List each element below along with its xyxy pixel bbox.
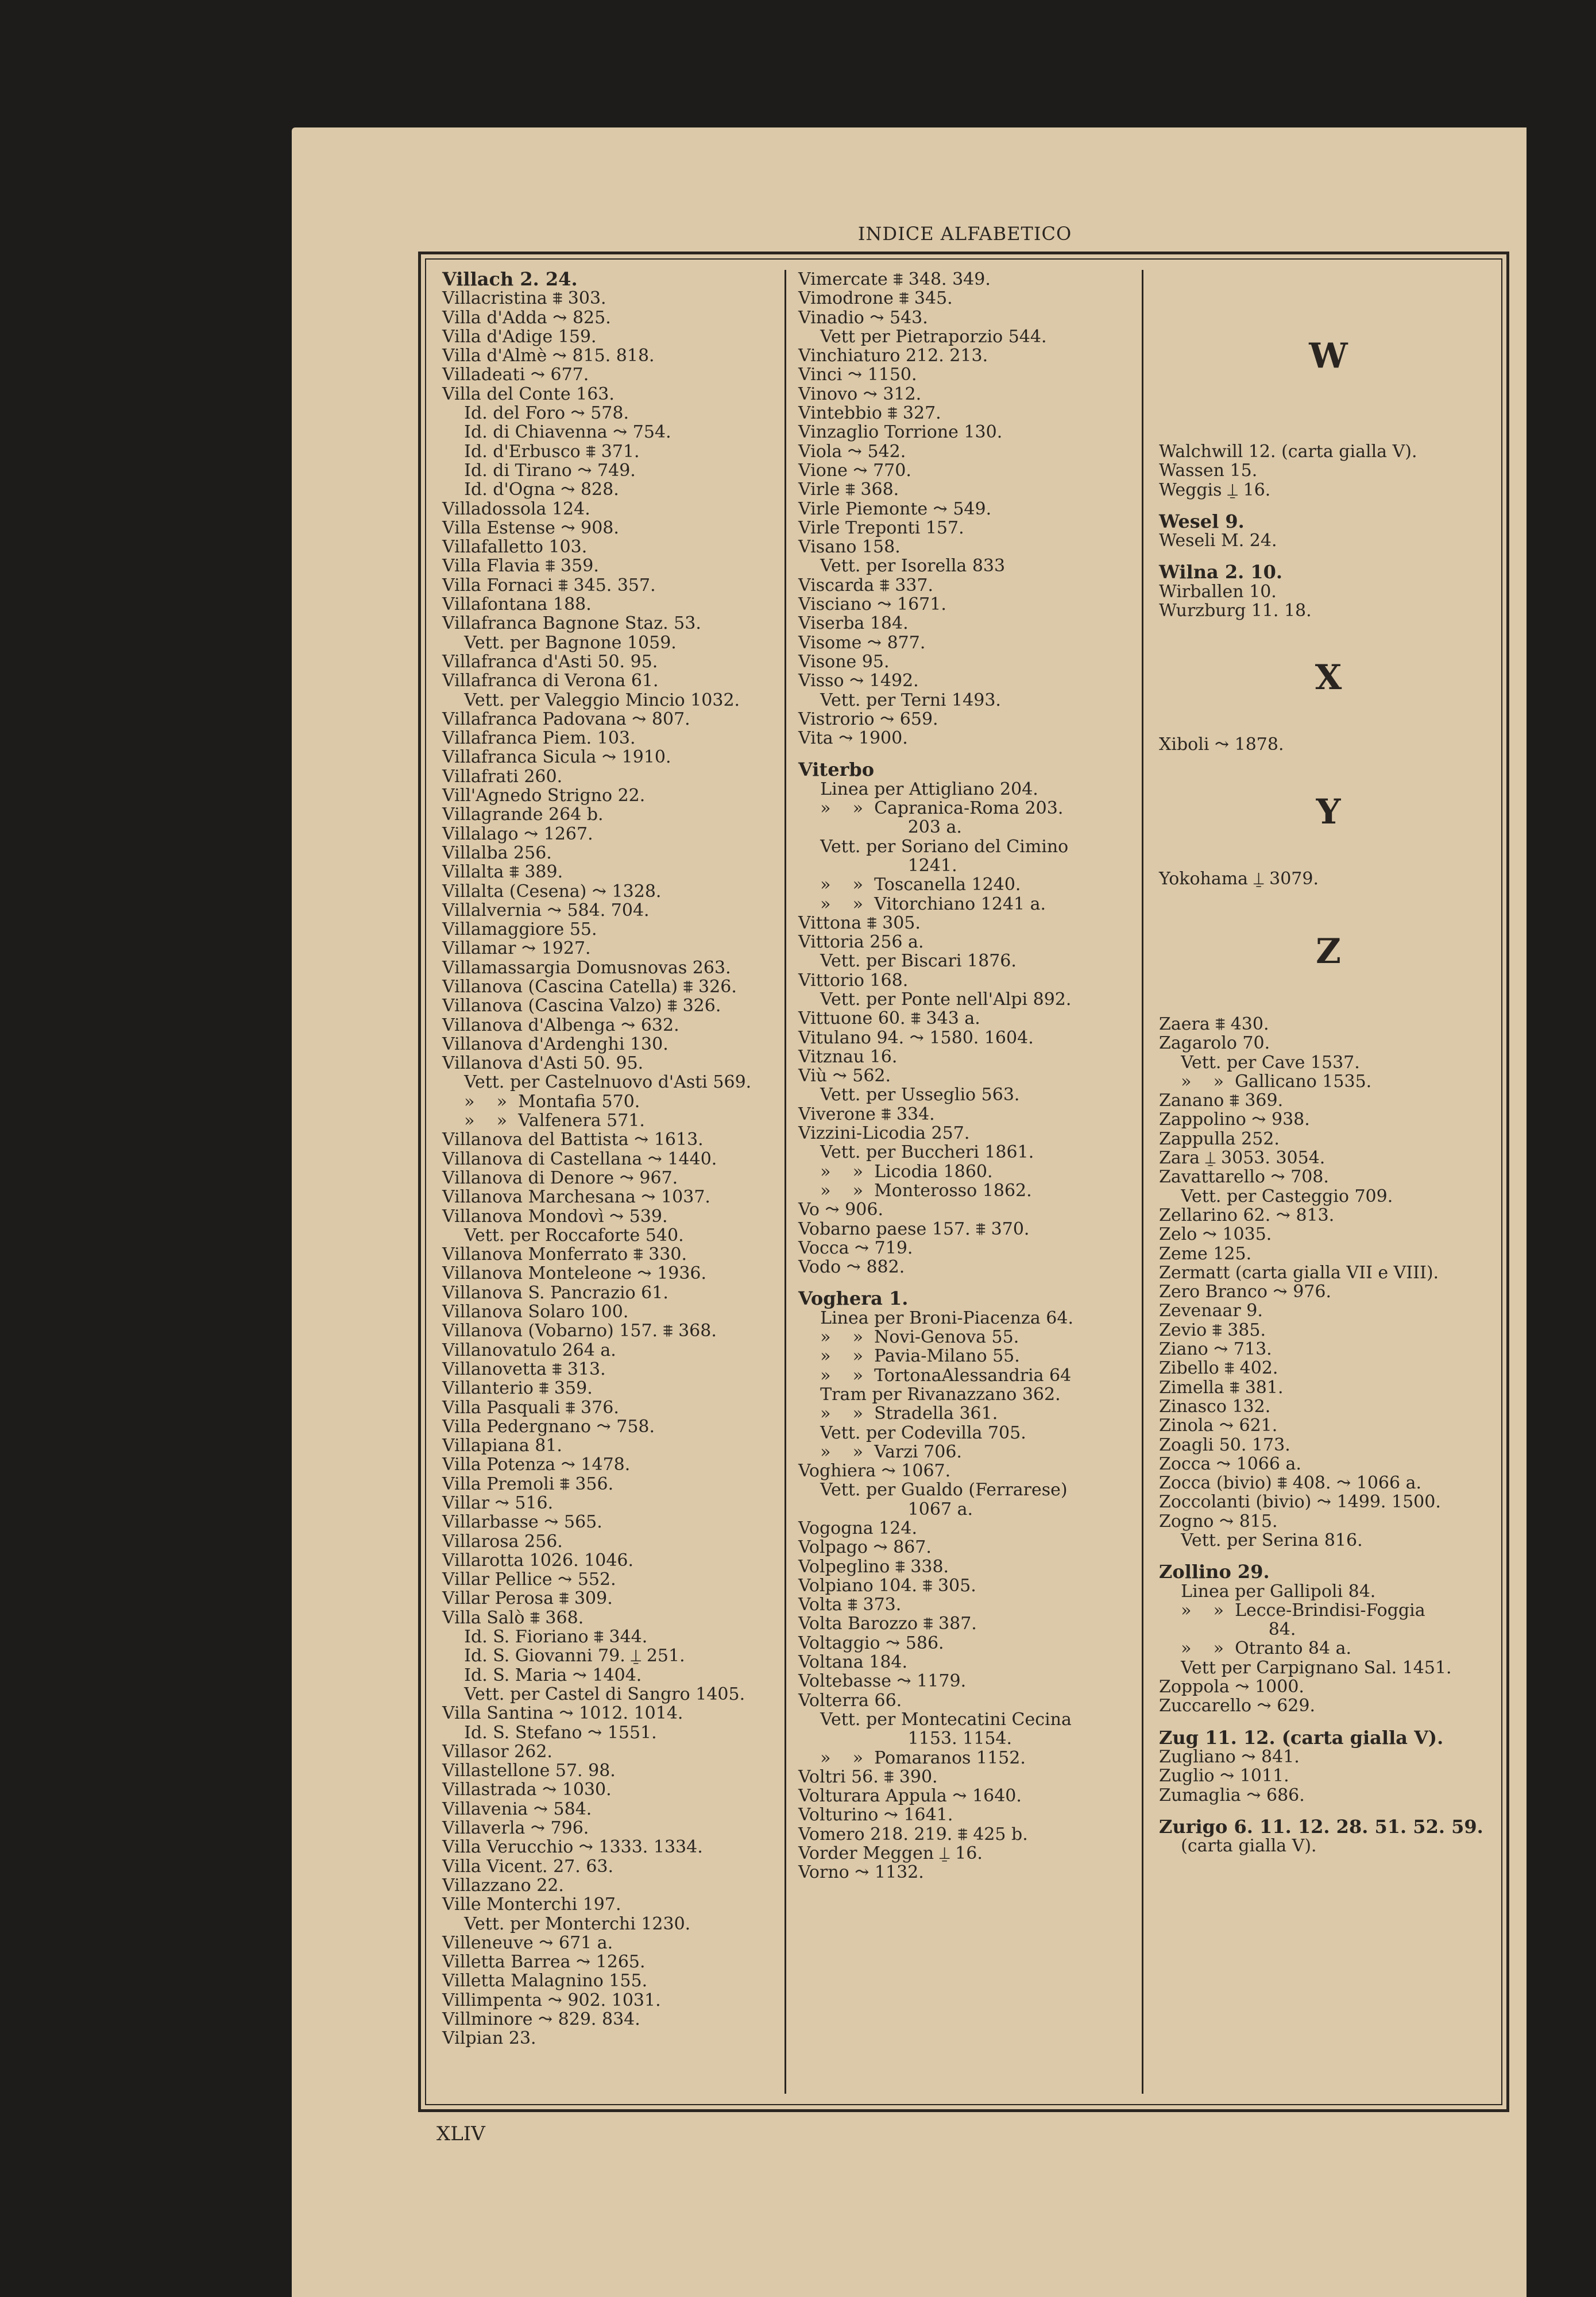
index-entry: Villanova (Cascina Valzo) ⩨ 326. (442, 996, 721, 1016)
index-entry: » » Capranica-Roma 203. (798, 798, 1064, 819)
index-entry: Zevenaar 9. (1159, 1301, 1263, 1321)
index-entry: Vett. per Buccheri 1861. (798, 1142, 1034, 1163)
index-entry: » » Vitorchiano 1241 a. (798, 894, 1046, 914)
index-entry: 203 a. (798, 817, 962, 838)
index-entry: Vilpian 23. (442, 2028, 536, 2049)
index-entry: Vett. per Soriano del Cimino (798, 836, 1069, 857)
index-entry: Vett. per Casteggio 709. (1159, 1186, 1393, 1206)
index-entry: Zocca (bivio) ⩨ 408. ⤳ 1066 a. (1159, 1473, 1422, 1494)
index-entry: Villafranca di Verona 61. (442, 671, 659, 691)
index-entry: Villalta ⩨ 389. (442, 862, 563, 883)
index-entry: Volpeglino ⩨ 338. (798, 1556, 949, 1577)
index-entry: » » Otranto 84 a. (1159, 1638, 1352, 1659)
index-entry: Vione ⤳ 770. (798, 460, 911, 481)
column-rule-1 (785, 270, 786, 2094)
index-entry: Villalta (Cesena) ⤳ 1328. (442, 881, 662, 902)
index-entry: Vett. per Isorella 833 (798, 556, 1006, 577)
index-entry: Zurigo 6. 11. 12. 28. 51. 52. 59. (1159, 1815, 1483, 1838)
index-entry: Visciano ⤳ 1671. (798, 594, 946, 615)
index-entry: Villadossola 124. (442, 498, 590, 519)
index-entry: Zocca ⤳ 1066 a. (1159, 1453, 1301, 1474)
index-entry: Villa Pasquali ⩨ 376. (442, 1397, 619, 1418)
index-entry: Vett per Pietraporzio 544. (798, 326, 1047, 347)
index-entry: Villanova d'Albenga ⤳ 632. (442, 1015, 679, 1035)
index-entry: Zanano ⩨ 369. (1159, 1091, 1284, 1111)
index-entry: Vorder Meggen ⍊ 16. (798, 1843, 983, 1864)
index-entry: Zeme 125. (1159, 1243, 1252, 1264)
index-entry: Villalba 256. (442, 842, 552, 863)
section-letter: Y (1316, 791, 1341, 832)
index-entry: Wilna 2. 10. (1159, 561, 1283, 583)
index-entry: Vodo ⤳ 882. (798, 1257, 905, 1278)
index-entry: Villastellone 57. 98. (442, 1761, 616, 1781)
index-entry: Viverone ⩨ 334. (798, 1104, 935, 1124)
index-entry: Vintebbio ⩨ 327. (798, 403, 941, 424)
index-entry: Villar ⤳ 516. (442, 1493, 554, 1513)
index-entry: Villanova S. Pancrazio 61. (442, 1282, 668, 1303)
index-entry: Weseli M. 24. (1159, 531, 1277, 551)
index-entry: Vittuone 60. ⩨ 343 a. (798, 1008, 980, 1029)
index-entry: Villa Pedergnano ⤳ 758. (442, 1416, 655, 1437)
page-header: INDICE ALFABETICO (857, 223, 1072, 245)
index-entry: Id. del Foro ⤳ 578. (442, 403, 629, 424)
index-column-3 (1159, 270, 1498, 1855)
index-entry: » » Toscanella 1240. (798, 875, 1021, 895)
index-entry: Villa Santina ⤳ 1012. 1014. (442, 1703, 683, 1724)
index-entry: Vinzaglio Torrione 130. (798, 422, 1003, 443)
index-entry: Villa d'Almè ⤳ 815. 818. (442, 346, 655, 366)
index-entry: Vett. per Valeggio Mincio 1032. (442, 690, 740, 710)
index-entry: Wurzburg 11. 18. (1159, 601, 1312, 621)
index-entry: Vett. per Castelnuovo d'Asti 569. (442, 1072, 752, 1093)
index-entry: Vittona ⩨ 305. (798, 912, 921, 933)
index-entry: Zumaglia ⤳ 686. (1159, 1785, 1305, 1805)
index-entry: Zavattarello ⤳ 708. (1159, 1167, 1329, 1188)
index-entry: Id. d'Erbusco ⩨ 371. (442, 441, 640, 462)
index-column-2 (798, 270, 1131, 1882)
index-entry: Villamar ⤳ 1927. (442, 938, 591, 959)
index-entry: » » Lecce-Brindisi-Foggia (1159, 1600, 1425, 1621)
index-entry: Villa Premoli ⩨ 356. (442, 1474, 614, 1494)
index-entry: Vimercate ⩨ 348. 349. (798, 269, 991, 289)
index-entry: » » Novi-Genova 55. (798, 1327, 1019, 1348)
index-entry: Zelo ⤳ 1035. (1159, 1224, 1272, 1245)
index-entry: Villastrada ⤳ 1030. (442, 1780, 612, 1800)
index-entry: Ziano ⤳ 713. (1159, 1339, 1272, 1360)
index-entry: Ville Monterchi 197. (442, 1894, 621, 1915)
index-entry: Yokohama ⍊ 3079. (1159, 868, 1319, 889)
index-entry: Vett per Carpignano Sal. 1451. (1159, 1657, 1452, 1678)
index-entry: Villanterio ⩨ 359. (442, 1378, 593, 1399)
index-entry: Villa Fornaci ⩨ 345. 357. (442, 575, 656, 595)
index-entry: Volta Barozzo ⩨ 387. (798, 1614, 977, 1634)
index-entry: Zuccarello ⤳ 629. (1159, 1696, 1316, 1716)
index-entry: Villanova d'Asti 50. 95. (442, 1053, 644, 1074)
index-entry: Villarosa 256. (442, 1531, 563, 1552)
index-entry: (carta gialla V). (1159, 1836, 1317, 1857)
index-entry: Villadeati ⤳ 677. (442, 365, 589, 385)
index-entry: Virle Piemonte ⤳ 549. (798, 498, 992, 519)
index-entry: Vogogna 124. (798, 1518, 917, 1538)
index-entry: Vett. per Ponte nell'Alpi 892. (798, 989, 1072, 1010)
index-entry: Id. S. Maria ⤳ 1404. (442, 1665, 642, 1685)
index-entry: Vizzini-Licodia 257. (798, 1123, 970, 1144)
index-entry: Vett. per Biscari 1876. (798, 951, 1017, 972)
index-entry: Villanova di Castellana ⤳ 1440. (442, 1148, 717, 1169)
index-entry: Visso ⤳ 1492. (798, 671, 919, 691)
section-letter: Z (1316, 931, 1341, 972)
index-entry: 1153. 1154. (798, 1728, 1013, 1749)
index-entry: Villagrande 264 b. (442, 805, 604, 825)
index-entry: Villasor 262. (442, 1741, 552, 1762)
index-entry: Villa Salò ⩨ 368. (442, 1607, 584, 1628)
index-entry: Villa Vicent. 27. 63. (442, 1856, 614, 1877)
index-entry: Zevio ⩨ 385. (1159, 1320, 1266, 1340)
index-entry: Vett. per Terni 1493. (798, 690, 1001, 710)
index-entry: Zellarino 62. ⤳ 813. (1159, 1205, 1335, 1225)
index-entry: Zoppola ⤳ 1000. (1159, 1677, 1304, 1697)
index-entry: Vocca ⤳ 719. (798, 1238, 913, 1258)
index-entry: Id. d'Ogna ⤳ 828. (442, 479, 619, 500)
index-entry: Id. S. Stefano ⤳ 1551. (442, 1722, 657, 1743)
index-entry: Volterra 66. (798, 1690, 902, 1711)
index-entry: Villa Potenza ⤳ 1478. (442, 1455, 631, 1475)
index-entry: Villalvernia ⤳ 584. 704. (442, 900, 650, 921)
index-entry: Villanova d'Ardenghi 130. (442, 1034, 668, 1054)
index-entry: Zero Branco ⤳ 976. (1159, 1282, 1331, 1302)
index-entry: Xiboli ⤳ 1878. (1159, 734, 1284, 755)
index-entry: Vittorio 168. (798, 970, 909, 991)
index-entry: Zibello ⩨ 402. (1159, 1358, 1278, 1379)
index-entry: Vett. per Roccaforte 540. (442, 1225, 684, 1246)
index-entry: Zagarolo 70. (1159, 1033, 1270, 1054)
index-entry: Linea per Broni-Piacenza 64. (798, 1308, 1073, 1328)
index-entry: Villanova Solaro 100. (442, 1302, 629, 1322)
index-entry: » » Montafia 570. (442, 1091, 640, 1112)
index-entry: Weggis ⍊ 16. (1159, 479, 1271, 500)
index-entry: Voghiera ⤳ 1067. (798, 1461, 951, 1482)
index-entry: Vistrorio ⤳ 659. (798, 709, 938, 729)
index-entry: Vett. per Serina 816. (1159, 1530, 1363, 1550)
index-entry: » » TortonaAlessandria 64 (798, 1365, 1072, 1386)
index-entry: Villanova di Denore ⤳ 967. (442, 1167, 678, 1188)
index-entry: Voltri 56. ⩨ 390. (798, 1766, 938, 1787)
index-entry: » » Varzi 706. (798, 1441, 962, 1462)
index-entry: Zara ⍊ 3053. 3054. (1159, 1148, 1326, 1169)
index-entry: Zugliano ⤳ 841. (1159, 1746, 1300, 1767)
index-entry: Vitznau 16. (798, 1046, 898, 1067)
index-entry: Vett. per Monterchi 1230. (442, 1913, 691, 1934)
index-entry: Walchwill 12. (carta gialla V). (1159, 442, 1417, 462)
index-entry: Voltebasse ⤳ 1179. (798, 1671, 967, 1692)
index-entry: Villar Pellice ⤳ 552. (442, 1569, 616, 1590)
index-entry: Villanova Monferrato ⩨ 330. (442, 1244, 687, 1265)
section-letter: W (1309, 336, 1348, 376)
index-entry: Zinola ⤳ 621. (1159, 1416, 1278, 1436)
index-entry: Visano 158. (798, 537, 901, 558)
index-entry: Villanova Mondovì ⤳ 539. (442, 1206, 668, 1227)
index-entry: Zogno ⤳ 815. (1159, 1511, 1278, 1532)
index-entry: Id. di Tirano ⤳ 749. (442, 460, 636, 481)
index-entry: Linea per Attigliano 204. (798, 779, 1038, 799)
index-entry: Villanova del Battista ⤳ 1613. (442, 1130, 704, 1150)
index-entry: Villa del Conte 163. (442, 384, 615, 404)
index-entry: Vett. per Montecatini Cecina (798, 1709, 1072, 1730)
index-entry: Vinovo ⤳ 312. (798, 384, 922, 404)
index-entry: Virle Treponti 157. (798, 517, 964, 538)
index-entry: Villar Perosa ⩨ 309. (442, 1588, 613, 1609)
index-entry: Villarotta 1026. 1046. (442, 1550, 634, 1571)
index-entry: Vimodrone ⩨ 345. (798, 288, 953, 309)
index-entry: Villa Verucchio ⤳ 1333. 1334. (442, 1837, 703, 1858)
index-entry: » » Pomaranos 1152. (798, 1747, 1026, 1768)
index-entry: Zinasco 132. (1159, 1396, 1271, 1417)
index-entry: Villafontana 188. (442, 594, 592, 615)
index-entry: Volturino ⤳ 1641. (798, 1805, 953, 1826)
index-entry: Visome ⤳ 877. (798, 632, 926, 653)
index-entry: Villalago ⤳ 1267. (442, 823, 593, 844)
index-entry: Vita ⤳ 1900. (798, 728, 908, 749)
index-entry: Villafranca Piem. 103. (442, 728, 636, 749)
index-entry: Vett. per Castel di Sangro 1405. (442, 1684, 745, 1704)
index-entry: Zollino 29. (1159, 1561, 1270, 1583)
index-entry: » » Stradella 361. (798, 1403, 998, 1424)
column-rule-2 (1142, 270, 1143, 2094)
index-entry: Vett. per Cave 1537. (1159, 1052, 1360, 1073)
index-entry: Vorno ⤳ 1132. (798, 1862, 924, 1883)
index-entry: Zaera ⩨ 430. (1159, 1014, 1269, 1034)
index-entry: Villa Flavia ⩨ 359. (442, 556, 599, 577)
index-entry: Vittoria 256 a. (798, 932, 924, 953)
index-entry: Viù ⤳ 562. (798, 1066, 891, 1086)
index-entry: Vett. per Usseglio 563. (798, 1085, 1020, 1105)
index-entry: Villarbasse ⤳ 565. (442, 1512, 602, 1533)
index-entry: Vinadio ⤳ 543. (798, 307, 928, 328)
index-entry: Villa d'Adige 159. (442, 326, 597, 347)
page-number: XLIV (436, 2122, 485, 2145)
index-entry: Villanova (Vobarno) 157. ⩨ 368. (442, 1321, 717, 1341)
index-entry: Villamassargia Domusnovas 263. (442, 957, 731, 978)
index-entry: Villafranca Sicula ⤳ 1910. (442, 747, 671, 768)
index-entry: » » Licodia 1860. (798, 1161, 993, 1182)
index-entry: Id. S. Giovanni 79. ⍊ 251. (442, 1646, 685, 1666)
index-entry: Voghera 1. (798, 1287, 909, 1310)
index-entry: Villafranca Padovana ⤳ 807. (442, 709, 690, 729)
index-entry: Zoagli 50. 173. (1159, 1434, 1290, 1455)
index-entry: Villanova (Cascina Catella) ⩨ 326. (442, 976, 737, 997)
index-entry: Viscarda ⩨ 337. (798, 575, 934, 595)
index-entry: Vinci ⤳ 1150. (798, 365, 917, 385)
index-entry: Visone 95. (798, 651, 890, 672)
index-entry: 1067 a. (798, 1499, 973, 1519)
index-entry: Villamaggiore 55. (442, 919, 597, 940)
index-entry: Volta ⩨ 373. (798, 1595, 902, 1615)
index-entry: 84. (1159, 1619, 1296, 1640)
index-entry: Villafranca d'Asti 50. 95. (442, 651, 658, 672)
index-entry: Villetta Malagnino 155. (442, 1971, 648, 1991)
index-entry: Villacristina ⩨ 303. (442, 288, 606, 309)
index-entry: Villanova Marchesana ⤳ 1037. (442, 1187, 710, 1208)
index-entry: Vill'Agnedo Strigno 22. (442, 786, 646, 806)
index-entry: Villavenia ⤳ 584. (442, 1799, 592, 1819)
index-entry: Zermatt (carta gialla VII e VIII). (1159, 1262, 1439, 1283)
index-entry: Vitulano 94. ⤳ 1580. 1604. (798, 1027, 1034, 1048)
index-entry: Volpago ⤳ 867. (798, 1537, 932, 1558)
index-entry: Vett. per Bagnone 1059. (442, 632, 677, 653)
index-entry: » » Monterosso 1862. (798, 1180, 1032, 1201)
index-entry: Villminore ⤳ 829. 834. (442, 2009, 640, 2030)
index-entry: Zoccolanti (bivio) ⤳ 1499. 1500. (1159, 1492, 1441, 1513)
index-entry: Vomero 218. 219. ⩨ 425 b. (798, 1824, 1028, 1844)
index-entry: Voltaggio ⤳ 586. (798, 1633, 944, 1653)
index-entry: Villeneuve ⤳ 671 a. (442, 1932, 613, 1953)
index-entry: Zug 11. 12. (carta gialla V). (1159, 1726, 1444, 1749)
index-entry: Voltana 184. (798, 1652, 908, 1673)
index-entry: Villafrati 260. (442, 766, 563, 787)
index-entry: Viola ⤳ 542. (798, 441, 906, 462)
index-entry: Villach 2. 24. (442, 268, 578, 290)
index-entry: Viterbo (798, 759, 875, 781)
index-entry: Villa Estense ⤳ 908. (442, 517, 619, 538)
index-entry: Villafalletto 103. (442, 537, 588, 558)
index-entry: Zappolino ⤳ 938. (1159, 1109, 1310, 1130)
index-entry: Wassen 15. (1159, 461, 1258, 481)
index-entry: Villa d'Adda ⤳ 825. (442, 307, 611, 328)
index-entry: » » Valfenera 571. (442, 1111, 645, 1131)
index-entry: Virle ⩨ 368. (798, 479, 899, 500)
index-entry: Villimpenta ⤳ 902. 1031. (442, 1990, 661, 2010)
index-entry: 1241. (798, 855, 957, 876)
index-entry: Linea per Gallipoli 84. (1159, 1581, 1376, 1602)
index-entry: Vett. per Codevilla 705. (798, 1422, 1026, 1443)
index-entry: Volturara Appula ⤳ 1640. (798, 1786, 1022, 1807)
index-column-1 (442, 270, 775, 2048)
index-entry: Villaverla ⤳ 796. (442, 1818, 589, 1839)
index-entry: Villafranca Bagnone Staz. 53. (442, 613, 701, 634)
index-entry: Wesel 9. (1159, 510, 1245, 532)
index-entry: Zappulla 252. (1159, 1128, 1280, 1149)
index-entry: Villanovetta ⩨ 313. (442, 1359, 606, 1379)
index-entry: Vo ⤳ 906. (798, 1200, 883, 1220)
index-entry: » » Gallicano 1535. (1159, 1071, 1372, 1092)
index-entry: Zuglio ⤳ 1011. (1159, 1766, 1289, 1786)
index-entry: Vett. per Gualdo (Ferrarese) (798, 1480, 1068, 1501)
index-entry: Tram per Rivanazzano 362. (798, 1384, 1061, 1405)
index-entry: Id. di Chiavenna ⤳ 754. (442, 422, 671, 443)
index-entry: Villanovatulo 264 a. (442, 1340, 616, 1360)
index-entry: » » Pavia-Milano 55. (798, 1346, 1020, 1367)
index-entry: Viserba 184. (798, 613, 909, 634)
index-entry: Villazzano 22. (442, 1875, 564, 1896)
section-letter: X (1315, 658, 1342, 698)
index-entry: Wirballen 10. (1159, 581, 1277, 602)
index-entry: Id. S. Fioriano ⩨ 344. (442, 1627, 648, 1648)
index-entry: Villetta Barrea ⤳ 1265. (442, 1952, 646, 1973)
index-entry: Volpiano 104. ⩨ 305. (798, 1575, 976, 1596)
index-entry: Villanova Monteleone ⤳ 1936. (442, 1263, 707, 1284)
index-entry: Vinchiaturo 212. 213. (798, 346, 988, 366)
index-entry: Zimella ⩨ 381. (1159, 1377, 1284, 1398)
index-entry: Vobarno paese 157. ⩨ 370. (798, 1219, 1030, 1239)
index-entry: Villapiana 81. (442, 1436, 562, 1456)
